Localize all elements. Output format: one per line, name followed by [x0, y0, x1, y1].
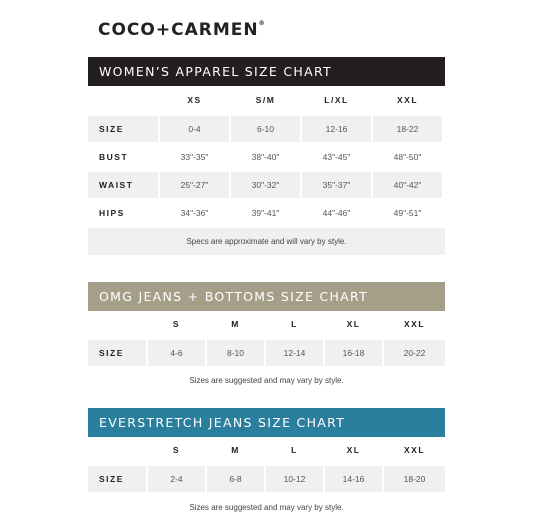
table-cell: 48"-50" — [393, 152, 422, 162]
table-cell: 10-12 — [266, 466, 323, 492]
table-cell: 6-8 — [207, 466, 264, 492]
womens-waist-row — [88, 172, 445, 198]
size-header: L/XL — [324, 95, 349, 105]
row-label: SIZE — [88, 466, 146, 492]
everstretch-note: Sizes are suggested and may vary by style. — [189, 502, 344, 512]
everstretch-header-row — [88, 438, 445, 462]
row-label: SIZE — [88, 340, 146, 366]
size-header: XS — [187, 95, 202, 105]
table-cell: 39"-41" — [251, 208, 280, 218]
table-cell: 33"-35" — [180, 152, 209, 162]
brand-logo — [98, 20, 266, 40]
size-header: M — [231, 445, 240, 455]
womens-header-row — [88, 88, 445, 112]
table-cell: 18-20 — [384, 466, 445, 492]
row-label: SIZE — [88, 116, 158, 142]
table-cell: 34"-36" — [180, 208, 209, 218]
womens-size-row — [88, 116, 445, 142]
table-cell: 30"-32" — [231, 172, 300, 198]
table-cell: 16-18 — [325, 340, 382, 366]
size-header: S — [172, 319, 181, 329]
womens-bust-row — [88, 144, 445, 170]
size-header: L — [291, 319, 298, 329]
womens-chart-title: WOMEN’S APPAREL SIZE CHART — [88, 57, 445, 86]
header-spacer — [88, 88, 158, 112]
table-cell: 12-14 — [266, 340, 323, 366]
table-cell: 4-6 — [148, 340, 205, 366]
size-header: M — [231, 319, 240, 329]
row-label: BUST — [99, 152, 129, 162]
table-cell: 14-16 — [325, 466, 382, 492]
header-spacer — [88, 438, 146, 462]
registered-mark: ® — [258, 20, 266, 27]
table-cell: 49"-51" — [393, 208, 422, 218]
womens-note: Specs are approximate and will vary by style. — [88, 228, 445, 255]
table-cell: 8-10 — [207, 340, 264, 366]
table-cell: 6-10 — [231, 116, 300, 142]
table-cell: 40"-42" — [373, 172, 442, 198]
size-header: XL — [346, 319, 361, 329]
womens-hips-row — [88, 200, 445, 226]
table-cell: 18-22 — [373, 116, 442, 142]
omg-chart-title: OMG JEANS + BOTTOMS SIZE CHART — [88, 282, 445, 311]
everstretch-chart-title: EVERSTRETCH JEANS SIZE CHART — [88, 408, 445, 437]
omg-header-row — [88, 312, 445, 336]
table-cell: 43"-45" — [322, 152, 351, 162]
table-cell: 38"-40" — [251, 152, 280, 162]
everstretch-size-row — [88, 466, 445, 492]
size-header: S/M — [255, 95, 276, 105]
omg-size-row — [88, 340, 445, 366]
table-cell: 0-4 — [160, 116, 229, 142]
header-spacer — [88, 312, 146, 336]
size-header: S — [172, 445, 181, 455]
brand-name: COCO+CARMEN — [98, 20, 259, 40]
size-header: XXL — [403, 445, 426, 455]
table-cell: 25"-27" — [160, 172, 229, 198]
table-cell: 2-4 — [148, 466, 205, 492]
table-cell: 12-16 — [302, 116, 371, 142]
table-cell: 20-22 — [384, 340, 445, 366]
size-header: XXL — [396, 95, 419, 105]
size-header: XL — [346, 445, 361, 455]
omg-note: Sizes are suggested and may vary by style. — [189, 375, 344, 385]
size-header: L — [291, 445, 298, 455]
row-label: HIPS — [99, 208, 125, 218]
table-cell: 35"-37" — [302, 172, 371, 198]
size-header: XXL — [403, 319, 426, 329]
table-cell: 44"-46" — [322, 208, 351, 218]
row-label: WAIST — [88, 172, 158, 198]
